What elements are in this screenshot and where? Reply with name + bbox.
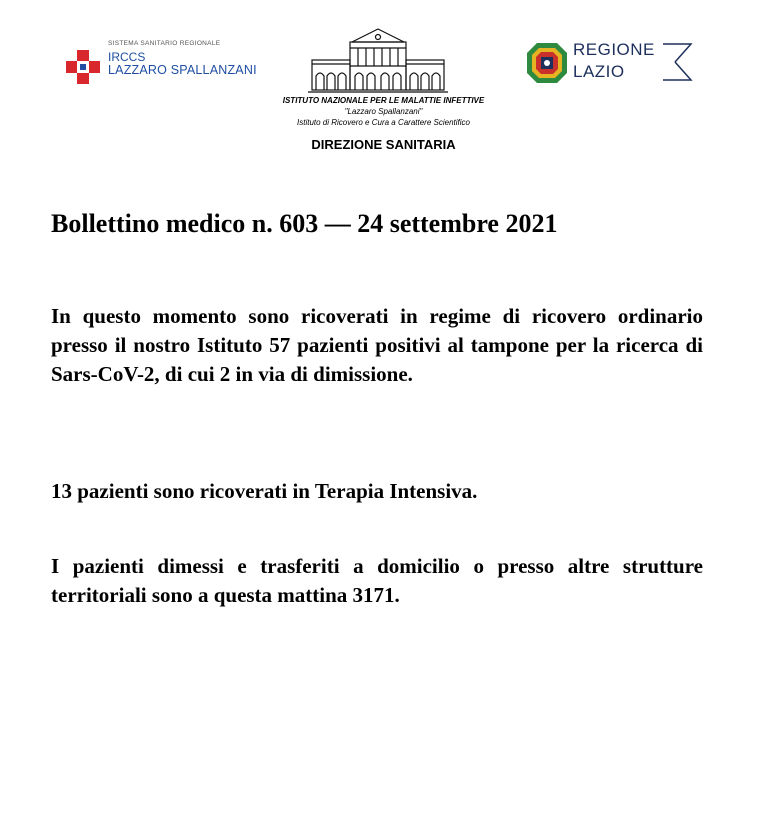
regione-lazio-emblem-icon xyxy=(525,41,569,85)
letterhead xyxy=(0,0,767,170)
bulletin-paragraph-admissions: In questo momento sono ricoverati in regime di ricovero ordinario presso il nostro Istituto 57 pazienti positivi al tampone per la ricerca di Sars-CoV-2, di cui 2 in via di dimissione. xyxy=(51,304,703,386)
institute-type: Istituto di Ricovero e Cura a Carattere Scientifico xyxy=(297,118,470,127)
irccs-spallanzani-logo xyxy=(66,40,266,85)
department-name: DIREZIONE SANITARIA xyxy=(311,137,456,152)
institute-building-icon xyxy=(308,26,448,94)
institute-subtitle: "Lazzaro Spallanzani" xyxy=(344,107,423,116)
regione-label: REGIONE xyxy=(573,40,655,59)
regione-lazio-logo xyxy=(525,38,700,88)
bulletin-paragraph-discharged: I pazienti dimessi e trasferiti a domicilio o presso altre strutture territoriali sono a questa mattina 3171. xyxy=(51,554,703,607)
bulletin-paragraph-intensive-care: 13 pazienti sono ricoverati in Terapia Intensiva. xyxy=(51,479,478,503)
logo-line-irccs: IRCCS xyxy=(108,50,146,64)
red-cross-icon xyxy=(66,50,100,84)
bulletin-title: Bollettino medico n. 603 — 24 settembre 2021 xyxy=(51,209,558,238)
lazio-label: LAZIO xyxy=(573,62,625,81)
logo-small-text: SISTEMA SANITARIO REGIONALE xyxy=(108,40,221,47)
institute-name: ISTITUTO NAZIONALE PER LE MALATTIE INFETTIVE xyxy=(282,96,485,105)
logo-line-spallanzani: LAZZARO SPALLANZANI xyxy=(108,63,257,77)
lazio-chevron-graphic xyxy=(661,38,701,88)
